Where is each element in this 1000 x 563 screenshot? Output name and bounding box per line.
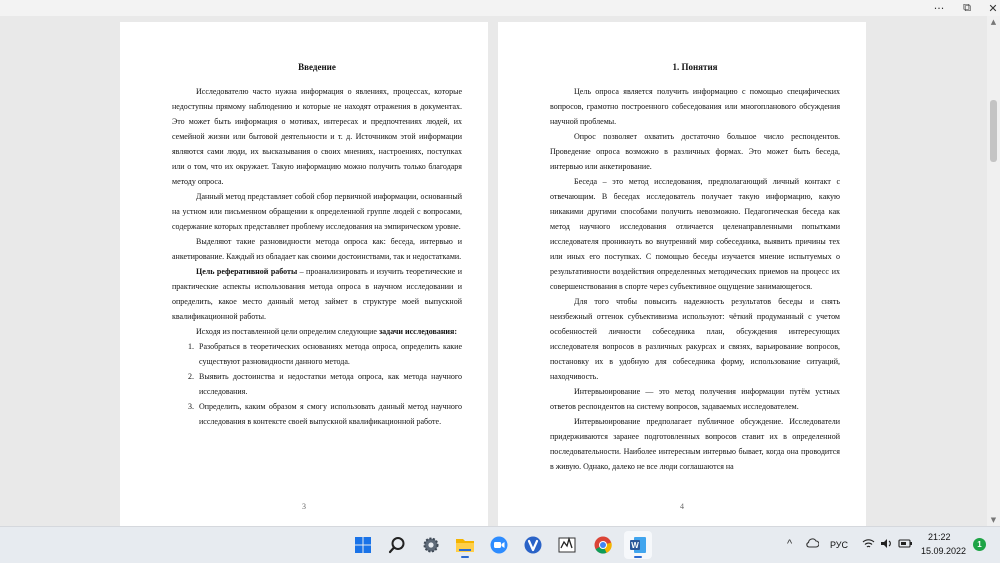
window-titlebar [0,0,1000,16]
paragraph: Для того чтобы повысить надежность результатов беседы и снять неизбежный оттенок субъективизма используют: чёткий продуманный с учетом особенностей личности собеседника план, обсуждения интересующих исследователя вопросов в различных ракурсах и связях, варьирование вопросов, постановку их в удобную для собеседника форму, использование ситуаций, находчивость. [550,297,840,381]
list-item: 2. Выявить достоинства и недостатки метода опроса, как метода научного исследования. [196,369,462,399]
viber-icon[interactable] [519,531,547,559]
page-number: 4 [680,502,684,511]
zoom-icon[interactable] [485,531,513,559]
paragraph: Опрос позволяет охватить достаточно большое число респондентов. Проведение опроса возможно в различных формах. Это может быть беседа, интервью или анкетирование. [550,132,840,171]
paragraph: Выделяют такие разновидности метода опроса как: беседа, интервью и анкетирование. Каждый из обладает как своими достоинствами, так и недостатками. [172,237,462,261]
paragraph: Исследователю часто нужна информация о явлениях, процессах, которые недоступны прямому наблюдению и которые не находят отражения в документах. Это может быть информация о мотивах, интересах и предпочтениях людей, их семейной жизни или бытовой деятельности и т. д. Источником этой информации являются сами люди, их высказывания о своих мнениях, настроениях, поступках или о том, что их окружает. Такую информацию можно получить только благодаря методу опроса. [172,87,462,186]
document-page-3[interactable] [120,22,488,526]
page-title: Введение [298,62,336,72]
more-options-button[interactable]: ··· [933,1,945,15]
cloud-icon[interactable] [806,537,819,550]
page-body [550,60,840,474]
taskbar [0,526,1000,563]
vertical-scrollbar[interactable] [987,16,1000,526]
clock-time[interactable]: 21:22 [928,532,951,542]
goal-label: Цель реферативной работы [196,267,298,276]
page-title: 1. Понятия [672,62,718,72]
search-icon[interactable] [383,531,411,559]
document-page-4[interactable] [498,22,866,526]
paragraph: Беседа – это метод исследования, предполагающий личный контакт с отвечающим. В беседах исследователь получает такую информацию, какую никакими другими способами получить невозможно. Педагогическая беседа как метод научного исследования отличается целенаправленными попытками исследователя проникнуть во внутренний мир собеседника, выявить причины тех или иных его поступках. С помощью беседы изучается мнение испытуемых о результативности воздействия определенных методических приемов на процесс их совершенствования в спорте через субъективное ощущение занимающегося. [550,177,840,291]
close-button[interactable]: ✕ [988,1,998,15]
clock-date[interactable]: 15.09.2022 [921,546,967,556]
settings-icon[interactable] [417,531,445,559]
chevron-up-icon[interactable]: ^ [787,538,793,550]
battery-icon[interactable] [898,538,913,551]
goal-text: – проанализировать и изучить теоретические и практические аспекты использования метода опроса в научном исследовании и определить, какое место данный метод займет в структуре моей выпускной квалификационной работы. [172,267,462,321]
paragraph: Данный метод представляет собой сбор первичной информации, основанный на устном или письменном обращении к определенной группе людей с вопросами, содержание которых представляет проблему исследования на эмпирическом уровне. [172,192,462,231]
list-item: 3. Определить, каким образом я смогу использовать данный метод научного исследования в контексте своей выпускной квалификационной работе. [196,399,462,429]
notification-badge[interactable]: 1 [973,538,986,551]
page-body [172,60,462,429]
scrollbar-thumb[interactable] [990,100,997,162]
tasks-intro-paragraph [172,324,462,339]
paragraph: Цель опроса является получить информацию с помощью специфических вопросов, грамотно построенного собеседования или многопланового обсуждения научной проблемы. [550,87,840,126]
task-manager-icon[interactable] [553,531,581,559]
svg-text:W: W [631,541,639,550]
page-number: 3 [302,502,306,511]
scroll-up-icon[interactable]: ▲ [990,18,997,26]
tasks-list [186,339,462,429]
wifi-icon[interactable] [862,538,875,551]
list-item: 1. Разобраться в теоретических основаниях метода опроса, определить какие существуют разновидности данного метода. [196,339,462,369]
paragraph: Интервьюирование предполагает публичное обсуждение. Исследователи придерживаются заранее подготовленных вопросов ставит их в определенной последовательности. Наиболее интересным интервью бывает, когда она проводится в живую. Однако, далеко не все люди соглашаются на [550,417,840,471]
scroll-down-icon[interactable]: ▼ [990,516,997,524]
volume-icon[interactable] [880,538,893,551]
paragraph: Интервьюирование — это метод получения информации путём устных ответов респондентов на систему вопросов, задаваемых исследователем. [550,387,840,411]
tasks-label: задачи исследования: [378,327,458,336]
running-indicator [634,556,642,558]
tasks-intro-text: Исходя из поставленной цели определим следующие [196,327,379,336]
document-workspace[interactable] [0,16,987,526]
chrome-icon[interactable] [589,531,617,559]
word-icon[interactable] [624,531,652,559]
language-indicator[interactable]: РУС [830,540,849,550]
file-explorer-icon[interactable] [451,531,479,559]
restore-button[interactable]: ⧉ [963,1,971,14]
running-indicator [461,556,469,558]
goal-paragraph [172,264,462,324]
start-icon[interactable] [349,531,377,559]
